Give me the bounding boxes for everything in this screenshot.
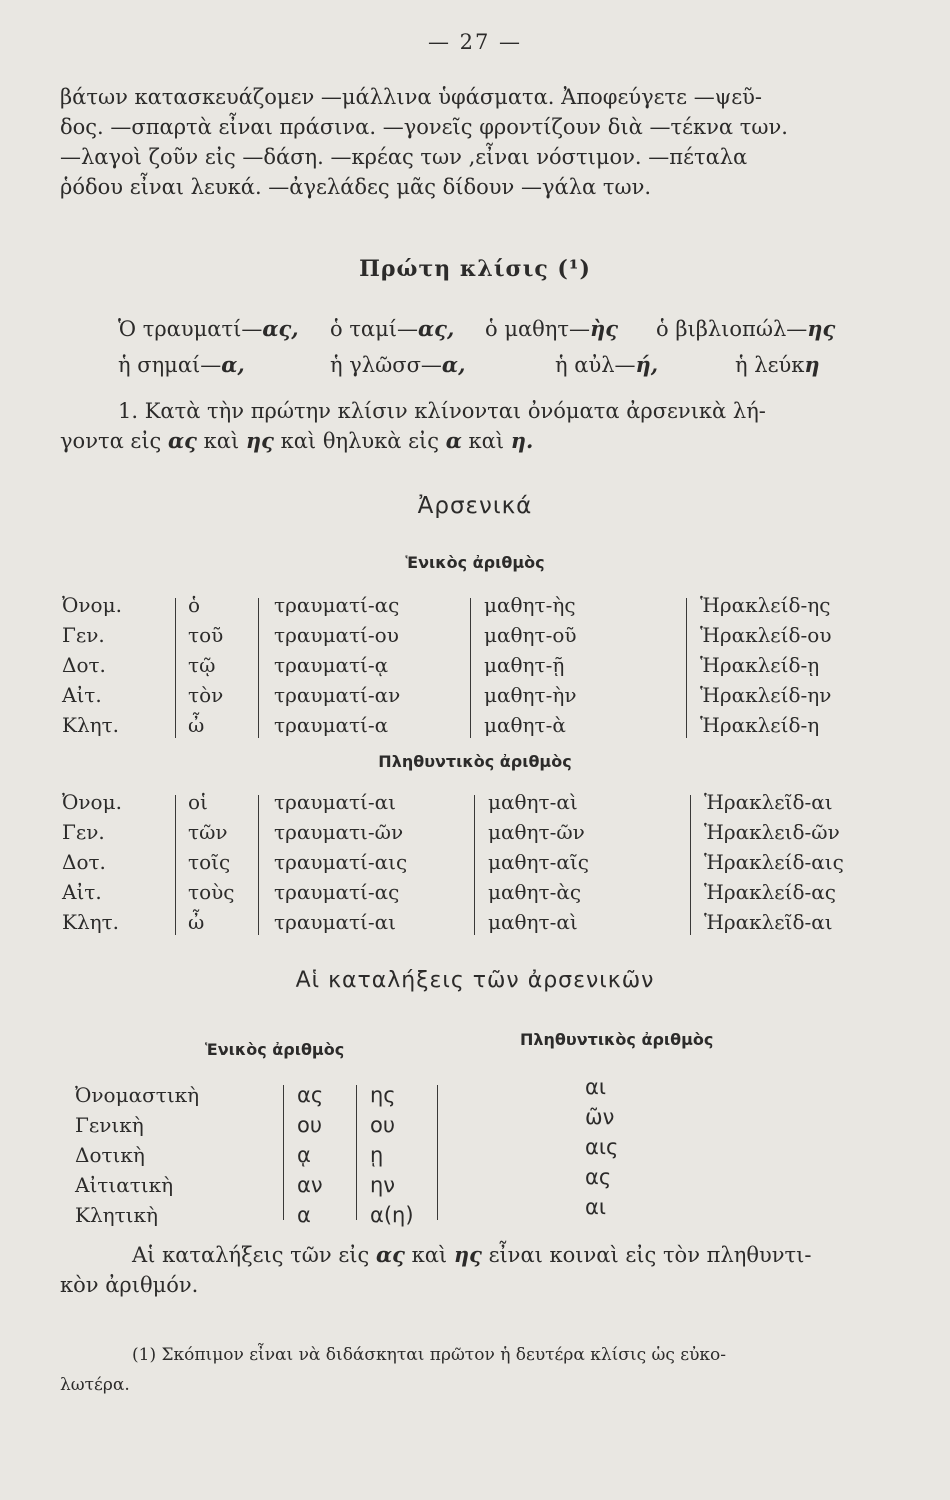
case-name: Ὀνομαστικὴ xyxy=(75,1083,200,1107)
example-stem: ὁ ταμί— xyxy=(330,317,418,341)
example-noun xyxy=(656,316,835,341)
case-label: Αἰτ. xyxy=(62,880,102,904)
example-ending: ας, xyxy=(418,316,455,341)
ending: αις xyxy=(585,1135,619,1159)
endings-case-column xyxy=(75,1080,199,1230)
ending: αν xyxy=(297,1173,323,1197)
declined-form: μαθητ-αὶ xyxy=(488,910,578,934)
example-noun xyxy=(735,352,820,377)
ending: ου xyxy=(297,1113,322,1137)
ending: αι xyxy=(585,1075,606,1099)
declined-form: μαθητ-οῦ xyxy=(484,623,577,647)
table-rule xyxy=(258,598,259,738)
declined-form: τραυματί-α xyxy=(274,713,389,737)
case-label: Ὀνομ. xyxy=(62,790,122,814)
ending: ᾳ xyxy=(297,1143,311,1167)
ending: α xyxy=(297,1203,311,1227)
singular-heading: Ἑνικὸς ἀριθμὸς xyxy=(405,553,545,572)
table-rule xyxy=(258,795,259,935)
footnote-line: λωτέρα. xyxy=(60,1375,130,1395)
article: οἱ xyxy=(188,790,208,814)
declined-form: Ἡρακλείδ-ου xyxy=(700,623,832,647)
declined-form: Ἡρακλείδ-η xyxy=(700,713,820,737)
ending: ῶν xyxy=(585,1105,615,1129)
table-rule xyxy=(175,598,176,738)
note-paragraph xyxy=(60,1240,900,1300)
case-label: Ὀνομ. xyxy=(62,593,122,617)
example-noun xyxy=(118,316,299,341)
case-label: Κλητ. xyxy=(62,713,120,737)
rule-ending: η. xyxy=(510,428,534,453)
singular-noun-column-3 xyxy=(700,590,831,740)
ending: αι xyxy=(585,1195,606,1219)
article: τοῖς xyxy=(188,850,231,874)
declined-form: μαθητ-ῇ xyxy=(484,653,565,677)
endings-is-column xyxy=(370,1080,414,1230)
ending: ας xyxy=(297,1083,324,1107)
example-stem: ὁ βιβλιοπώλ— xyxy=(656,317,808,341)
declined-form: Ἡρακλείδ-ῃ xyxy=(700,653,820,677)
declined-form: μαθητ-ὰς xyxy=(488,880,582,904)
case-label: Γεν. xyxy=(62,623,105,647)
declined-form: τραυματί-ας xyxy=(274,880,400,904)
endings-plural-column xyxy=(585,1072,618,1222)
table-rule xyxy=(690,795,691,935)
endings-title: Αἱ καταλήξεις τῶν ἀρσενικῶν xyxy=(295,968,655,993)
declined-form: μαθητ-αὶ xyxy=(488,790,578,814)
exercise-paragraph xyxy=(60,82,900,202)
case-label: Αἰτ. xyxy=(62,683,102,707)
declined-form: τραυματί-αις xyxy=(274,850,408,874)
example-stem: ὁ μαθητ— xyxy=(485,317,590,341)
declined-form: Ἡρακλεῖδ-αι xyxy=(704,910,833,934)
case-label: Γεν. xyxy=(62,820,105,844)
declined-form: τραυματί-αν xyxy=(274,683,401,707)
ending: ην xyxy=(370,1173,396,1197)
rule-paragraph xyxy=(60,396,900,456)
plural-article-column xyxy=(188,787,234,937)
article: τοῦ xyxy=(188,623,224,647)
article: τῷ xyxy=(188,653,216,677)
declined-form: Ἡρακλεῖδ-αι xyxy=(704,790,833,814)
declined-form: τραυματί-ᾳ xyxy=(274,653,389,677)
example-stem: ἡ σημαί— xyxy=(118,353,222,377)
declined-form: μαθητ-ῶν xyxy=(488,820,585,844)
article: ὁ xyxy=(188,593,201,617)
declined-form: μαθητ-ὰ xyxy=(484,713,566,737)
plural-noun-column-3 xyxy=(704,787,844,937)
rule-text: γοντα εἰς xyxy=(60,429,162,453)
example-noun xyxy=(118,352,245,377)
paragraph-line: δος. —σπαρτὰ εἶναι πράσινα. —γονεῖς φροντίζουν διὰ —τέκνα των. xyxy=(60,115,788,139)
table-rule xyxy=(470,598,471,738)
singular-noun-column-2 xyxy=(484,590,577,740)
case-label: Δοτ. xyxy=(62,850,106,874)
declined-form: μαθητ-ὴν xyxy=(484,683,577,707)
rule-line: 1. Κατὰ τὴν πρώτην κλίσιν κλίνονται ὀνόματα ἀρσενικὰ λή- xyxy=(118,399,766,423)
declined-form: μαθητ-ὴς xyxy=(484,593,576,617)
declined-form: τραυματί-ου xyxy=(274,623,399,647)
declined-form: τραυματί-αι xyxy=(274,790,397,814)
example-ending: α, xyxy=(441,352,466,377)
plural-case-column xyxy=(62,787,122,937)
note-text: καὶ xyxy=(411,1243,448,1267)
paragraph-line: —λαγοὶ ζοῦν εἰς —δάση. —κρέας των ,εἶναι νόστιμον. —πέταλα xyxy=(60,145,748,169)
rule-text: καὶ xyxy=(468,429,505,453)
article: τοὺς xyxy=(188,880,235,904)
masculine-heading: Ἀρσενικά xyxy=(417,493,533,519)
declined-form: Ἡρακλείδ-ης xyxy=(700,593,831,617)
declined-form: Ἡρακλείδ-ας xyxy=(704,880,836,904)
ending: ῃ xyxy=(370,1143,384,1167)
rule-ending: ης xyxy=(245,428,274,453)
declined-form: τραυματί-αι xyxy=(274,910,397,934)
example-ending: η xyxy=(804,352,820,377)
example-ending: α, xyxy=(221,352,245,377)
declined-form: Ἡρακλείδ-αις xyxy=(704,850,844,874)
ending: ης xyxy=(370,1083,396,1107)
endings-as-column xyxy=(297,1080,323,1230)
example-ending: ή, xyxy=(635,352,659,377)
note-text: εἶναι κοιναὶ εἰς τὸν πληθυντι- xyxy=(488,1243,812,1267)
declined-form: μαθητ-αῖς xyxy=(488,850,589,874)
note-text: Αἱ καταλήξεις τῶν εἰς xyxy=(132,1243,370,1267)
example-stem: Ὁ τραυματί— xyxy=(118,317,263,341)
table-rule xyxy=(686,598,687,738)
declined-form: Ἡρακλείδ-ην xyxy=(700,683,832,707)
rule-ending: ας xyxy=(168,428,197,453)
singular-case-column xyxy=(62,590,122,740)
note-line xyxy=(60,1240,900,1270)
case-label: Δοτ. xyxy=(62,653,106,677)
article: ὦ xyxy=(188,713,205,737)
plural-heading: Πληθυντικὸς ἀριθμὸς xyxy=(378,752,572,771)
table-rule xyxy=(175,795,176,935)
table-rule xyxy=(283,1085,284,1220)
example-stem: ἡ αὐλ— xyxy=(555,353,636,377)
endings-plural-heading: Πληθυντικὸς ἀριθμὸς xyxy=(520,1030,714,1049)
example-noun xyxy=(485,316,618,341)
example-stem: ἡ γλῶσσ— xyxy=(330,353,442,377)
page-number: — 27 — xyxy=(427,30,523,54)
example-noun xyxy=(330,316,454,341)
paragraph-line: βάτων κατασκευάζομεν —μάλλινα ὑφάσματα. Ἀποφεύγετε —ψεῦ- xyxy=(60,85,762,109)
singular-noun-column-1 xyxy=(274,590,400,740)
declined-form: Ἡρακλειδ-ῶν xyxy=(704,820,840,844)
plural-noun-column-1 xyxy=(274,787,407,937)
case-label: Κλητ. xyxy=(62,910,120,934)
table-rule xyxy=(356,1085,357,1220)
footnote xyxy=(60,1340,900,1400)
singular-article-column xyxy=(188,590,223,740)
case-name: Δοτικὴ xyxy=(75,1143,145,1167)
article: ὦ xyxy=(188,910,205,934)
ending: α(η) xyxy=(370,1203,414,1227)
rule-text: καὶ θηλυκὰ εἰς xyxy=(280,429,439,453)
example-stem: ἡ λεύκ xyxy=(735,353,805,377)
example-ending: ας, xyxy=(262,316,299,341)
rule-ending: α xyxy=(445,428,462,453)
rule-line xyxy=(60,426,900,456)
article: τὸν xyxy=(188,683,224,707)
endings-singular-heading: Ἑνικὸς ἀριθμὸς xyxy=(205,1040,345,1059)
ending: ου xyxy=(370,1113,395,1137)
note-line: κὸν ἀριθμόν. xyxy=(60,1273,199,1297)
example-noun xyxy=(330,352,465,377)
example-noun xyxy=(555,352,658,377)
table-rule xyxy=(474,795,475,935)
example-ending: ης xyxy=(807,316,836,341)
example-ending: ὴς xyxy=(590,316,619,341)
note-ending: ας xyxy=(375,1242,405,1267)
ending: ας xyxy=(585,1165,612,1189)
declined-form: τραυματί-ας xyxy=(274,593,400,617)
plural-noun-column-2 xyxy=(488,787,589,937)
case-name: Κλητικὴ xyxy=(75,1203,158,1227)
article: τῶν xyxy=(188,820,228,844)
table-rule xyxy=(437,1085,438,1220)
footnote-line: (1) Σκόπιμον εἶναι νὰ διδάσκηται πρῶτον ἡ δευτέρα κλίσις ὡς εὐκο- xyxy=(132,1345,727,1365)
case-name: Γενικὴ xyxy=(75,1113,144,1137)
declined-form: τραυματι-ῶν xyxy=(274,820,404,844)
paragraph-line: ῥόδου εἶναι λευκά. —ἀγελάδες μᾶς δίδουν —γάλα των. xyxy=(60,175,652,199)
rule-text: καὶ xyxy=(203,429,240,453)
section-title: Πρώτη κλίσις (¹) xyxy=(359,256,591,282)
case-name: Αἰτιατικὴ xyxy=(75,1173,174,1197)
note-ending: ης xyxy=(453,1242,482,1267)
